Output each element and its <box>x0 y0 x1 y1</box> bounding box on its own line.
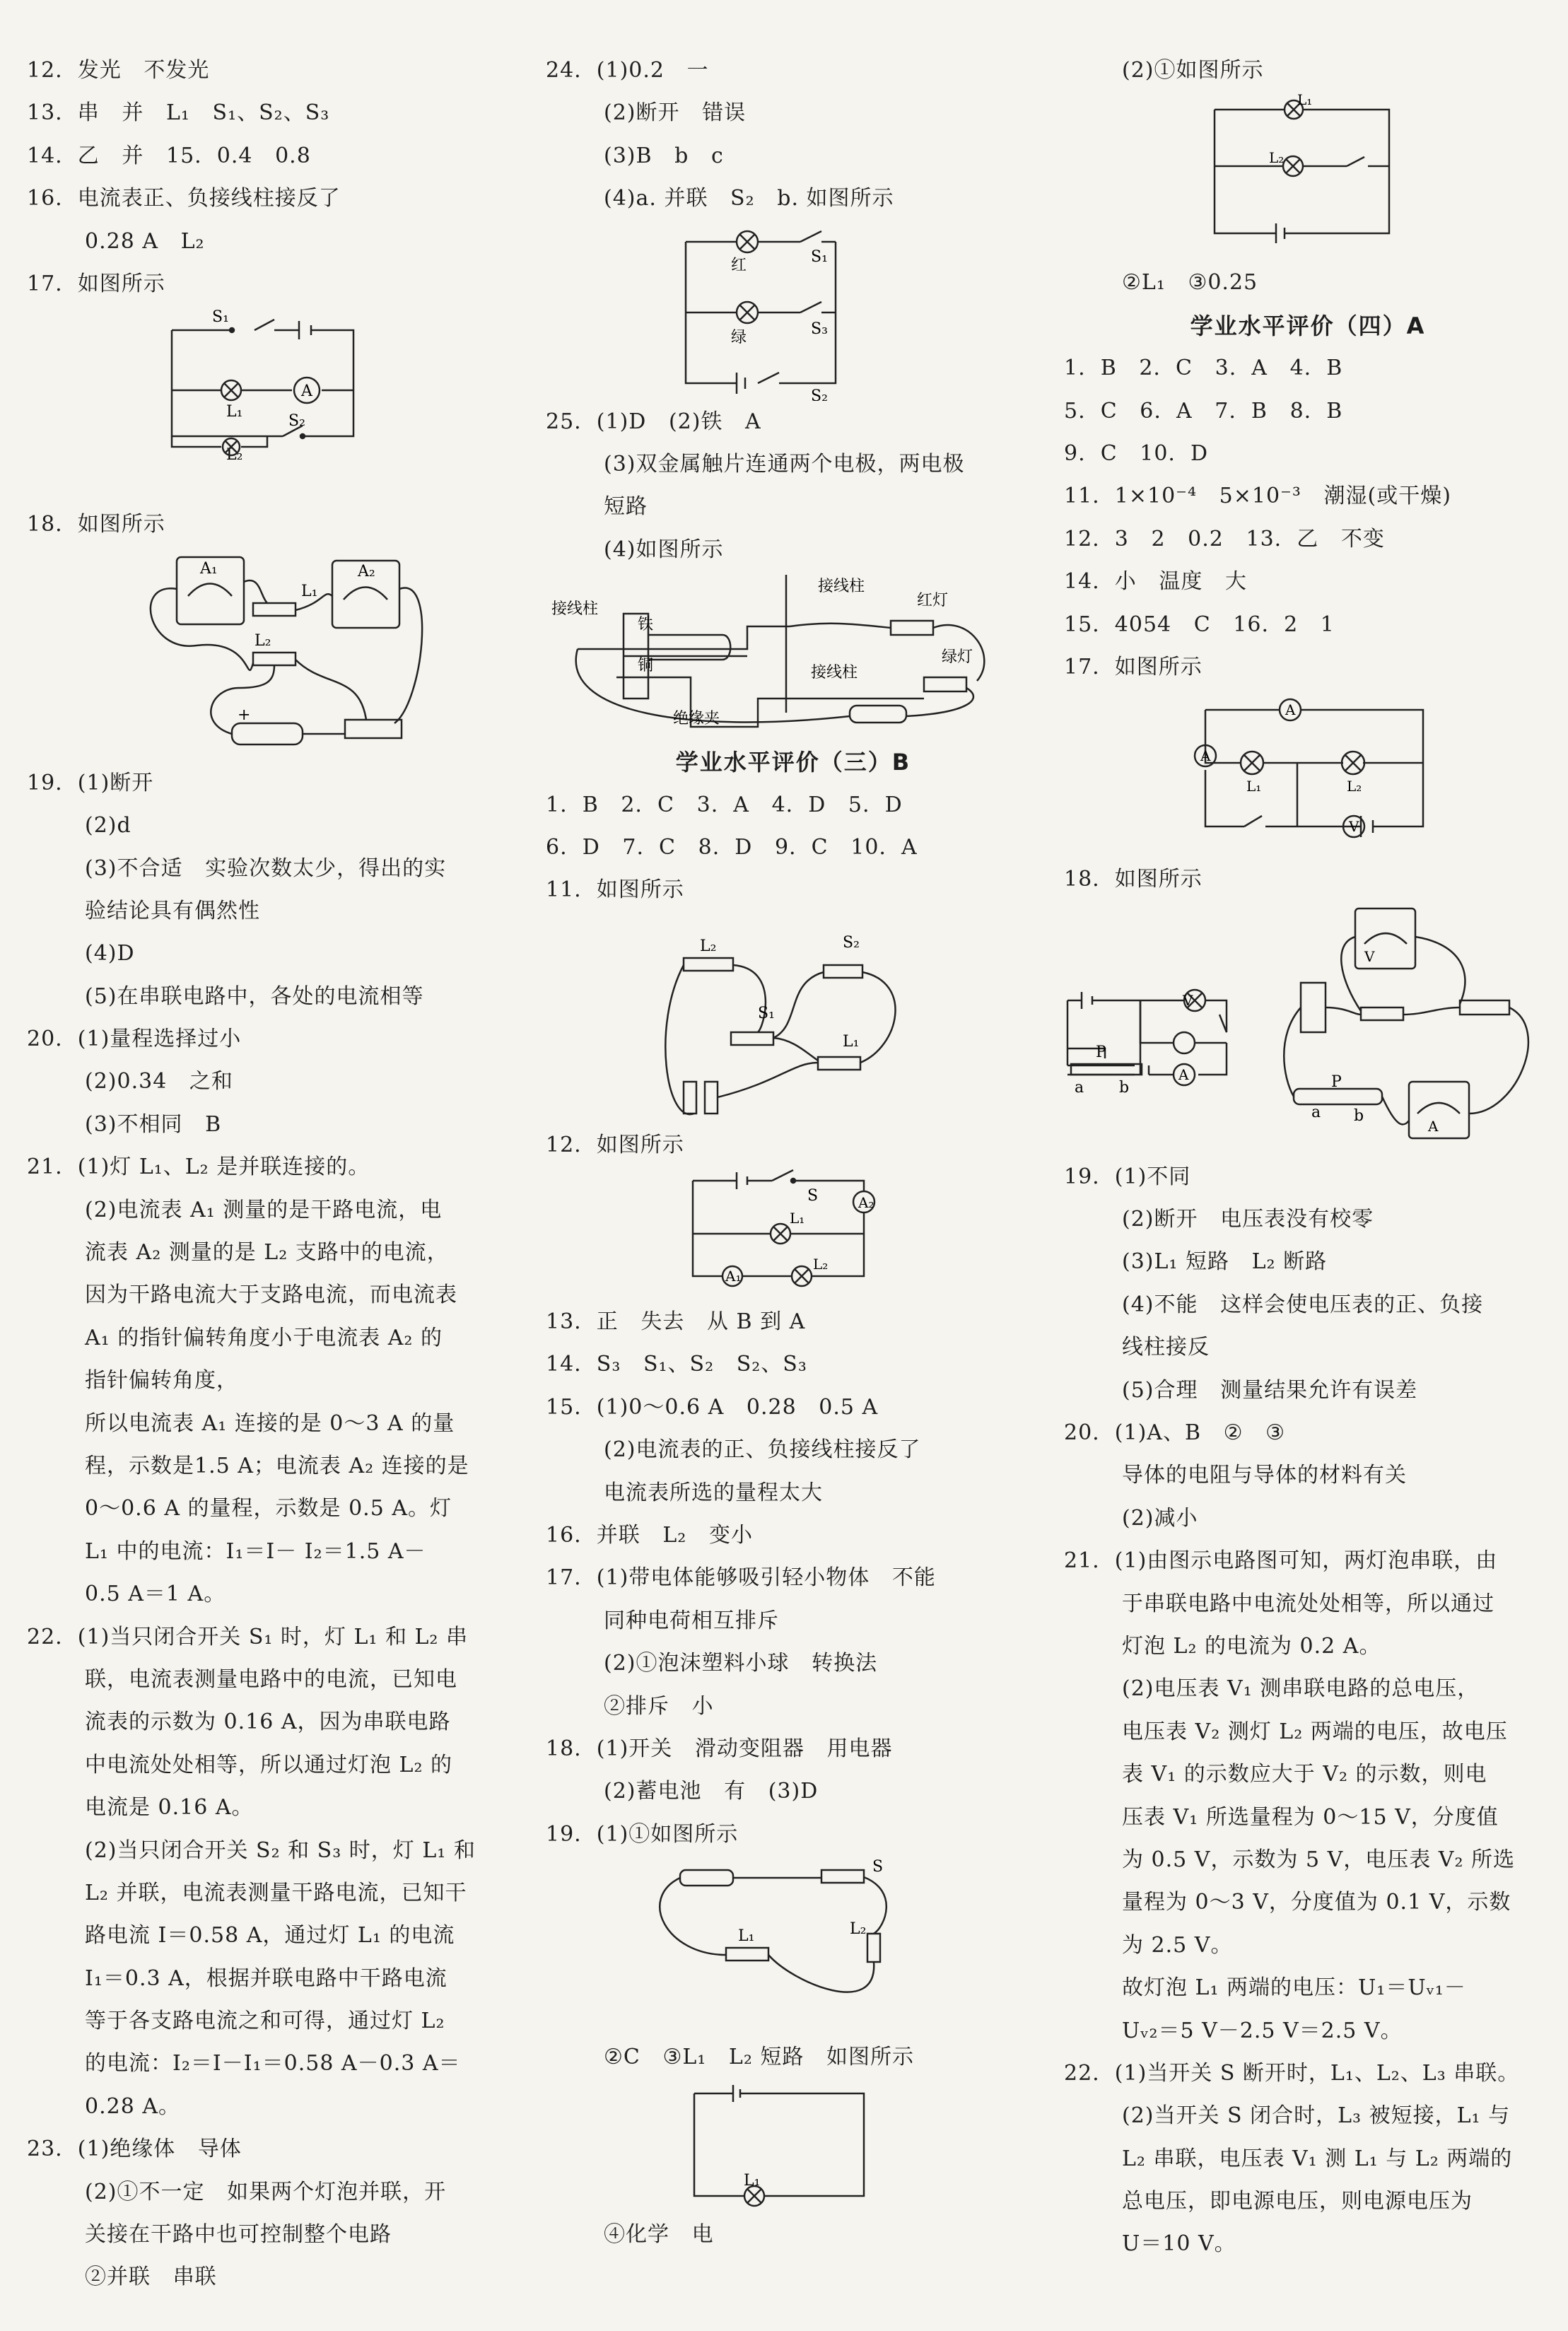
column-left <box>27 49 522 2299</box>
circuit-diagram-q19-3 <box>546 2079 1041 2214</box>
physical-circuit-q11 <box>546 912 1041 1124</box>
answer-line: (5)合理 测量结果允许有误差 <box>1122 1377 1418 1403</box>
answer-line: 路电流 I＝0.58 A，通过灯 L₁ 的电流 <box>85 1923 455 1949</box>
label-b: b <box>1119 1078 1130 1097</box>
answer-line: L₂ 并联，电流表测量干路电流，已知干 <box>85 1880 467 1905</box>
answer-line: (2)①如图所示 <box>1122 58 1264 83</box>
label-iron: 铁 <box>638 616 654 634</box>
label-terminal-left: 接线柱 <box>551 600 599 619</box>
label-P: P <box>1331 1073 1342 1091</box>
answer-line: (4)如图所示 <box>604 537 724 562</box>
answer-line: 19. (1)不同 <box>1064 1164 1191 1189</box>
answer-line: 24. (1)0.2 一 <box>546 58 709 83</box>
text-block <box>1064 262 1552 304</box>
physical-circuit-q18 <box>27 547 522 762</box>
section-heading: 学业水平评价（四）A <box>1190 312 1426 339</box>
answer-line: 13. 串 并 L₁ S₁、S₂、S₃ <box>27 100 330 126</box>
label-L1: L₁ <box>790 1210 805 1227</box>
label-L1: L₁ <box>226 403 243 421</box>
circuit-diagram-q19-2 <box>1064 92 1552 262</box>
label-S1: S₁ <box>811 247 828 266</box>
meter-label: A <box>1428 1117 1439 1135</box>
answer-line: 程，示数是1.5 A；电流表 A₂ 连接的是 <box>85 1453 469 1478</box>
answer-line: 14. 乙 并 15. 0.4 0.8 <box>27 143 311 168</box>
answer-line: 17. 如图所示 <box>27 271 165 296</box>
answer-line: 0.28 A。 <box>85 2093 180 2119</box>
answer-line: 0.28 A L₂ <box>85 228 205 254</box>
answer-line: Uᵥ₂＝5 V－2.5 V＝2.5 V。 <box>1122 2018 1403 2043</box>
answer-line: (2)减小 <box>1122 1505 1198 1531</box>
answer-line: (4)a. 并联 S₂ b. 如图所示 <box>604 186 894 211</box>
label-L1: L₁ <box>301 582 318 600</box>
answer-line: 20. (1)量程选择过小 <box>27 1027 242 1052</box>
answer-line: 指针偏转角度， <box>85 1368 238 1394</box>
answer-line: ④化学 电 <box>604 2221 714 2247</box>
answer-line: (2)断开 错误 <box>604 100 747 126</box>
answer-line: (5)在串联电路中，各处的电流相等 <box>85 983 424 1009</box>
answer-line: 关接在干路中也可控制整个电路 <box>85 2222 392 2248</box>
answer-line: 于串联电路中电流处处相等，所以通过 <box>1122 1591 1494 1616</box>
answer-line: ②C ③L₁ L₂ 短路 如图所示 <box>604 2045 915 2070</box>
answer-line: 18. 如图所示 <box>1064 867 1203 892</box>
answer-line: 9. C 10. D <box>1064 440 1209 466</box>
answer-line: (2)①泡沫塑料小球 转换法 <box>604 1651 878 1676</box>
ammeter-label: A <box>1178 1065 1189 1083</box>
answer-line: 线柱接反 <box>1122 1335 1210 1360</box>
answer-line: 19. (1)断开 <box>27 770 154 795</box>
answer-line: (2)电流表的正、负接线柱接反了 <box>604 1437 921 1463</box>
answer-line: 19. (1)①如图所示 <box>546 1821 739 1847</box>
answer-line: 25. (1)D (2)铁 A <box>546 409 761 434</box>
circuit-diagram-q17 <box>27 305 522 503</box>
answer-line: 15. (1)0～0.6 A 0.28 0.5 A <box>546 1394 879 1420</box>
label-red-lamp: 红灯 <box>917 592 949 610</box>
answer-line: 16. 并联 L₂ 变小 <box>546 1523 753 1548</box>
text-block <box>1064 49 1552 92</box>
answer-line: 1. B 2. C 3. A 4. D 5. D <box>546 792 903 817</box>
answer-line: 12. 发光 不发光 <box>27 58 210 83</box>
label-L1: L₁ <box>1246 778 1262 795</box>
answer-line: 验结论具有偶然性 <box>85 898 260 923</box>
answer-line: 流表 A₂ 测量的是 L₂ 支路中的电流， <box>85 1240 449 1266</box>
answer-line: 电流是 0.16 A。 <box>85 1795 254 1821</box>
answer-line: L₁ 中的电流：I₁＝I－ I₂＝1.5 A－ <box>85 1538 426 1564</box>
answer-line: 17. (1)带电体能够吸引轻小物体 不能 <box>546 1565 936 1591</box>
label-green-lamp: 绿灯 <box>942 648 973 667</box>
answer-line: 18. (1)开关 滑动变阻器 用电器 <box>546 1736 893 1761</box>
label-P: P <box>1096 1043 1106 1061</box>
ammeter-label: A <box>1285 701 1296 719</box>
label-A2: A₂ <box>358 562 375 580</box>
answer-line: 11. 如图所示 <box>546 877 684 903</box>
label-terminal-mid: 接线柱 <box>811 664 858 682</box>
text-block <box>27 762 522 2299</box>
answer-line: 21. (1)灯 L₁、L₂ 是并联连接的。 <box>27 1155 370 1180</box>
answer-line: 等于各支路电流之和可得，通过灯 L₂ <box>85 2009 445 2034</box>
answer-line: (2)当开关 S 闭合时，L₃ 被短接，L₁ 与 <box>1122 2103 1511 2129</box>
answer-line: 的电流：I₂＝I－I₁＝0.58 A－0.3 A＝ <box>85 2051 461 2076</box>
answer-line: L₂ 串联，电压表 V₁ 测 L₁ 与 L₂ 两端的 <box>1122 2146 1513 2171</box>
answer-line: 压表 V₁ 所选量程为 0～15 V，分度值 <box>1122 1804 1499 1830</box>
label-a: a <box>1075 1078 1084 1097</box>
text-block <box>546 2036 1041 2079</box>
label-L1: L₁ <box>843 1032 860 1051</box>
label-L1: L₁ <box>744 2171 761 2190</box>
label-S2: S₂ <box>843 933 860 952</box>
ammeter-label: A <box>301 382 312 401</box>
answer-line: (3)不相同 B <box>85 1111 222 1137</box>
text-block <box>27 503 522 546</box>
battery-plus: + <box>238 706 251 724</box>
answer-line: (4)D <box>85 941 135 966</box>
answer-line: (2)电压表 V₁ 测串联电路的总电压， <box>1122 1676 1480 1702</box>
label-S: S <box>807 1187 819 1205</box>
text-block <box>546 49 1041 221</box>
answer-line: 为 0.5 V，示数为 5 V，电压表 V₂ 所选 <box>1122 1847 1516 1872</box>
text-block <box>546 1301 1041 1856</box>
answer-line: 14. S₃ S₁、S₂ S₂、S₃ <box>546 1352 807 1377</box>
voltmeter-label: V <box>1349 818 1359 836</box>
ammeter-label: A <box>1200 747 1211 765</box>
label-S1: S₁ <box>758 1004 775 1022</box>
answer-line: (3)B b c <box>604 143 724 168</box>
label-L2: L₂ <box>1347 778 1362 795</box>
answer-line: U＝10 V。 <box>1122 2231 1236 2257</box>
answer-line: 短路 <box>604 494 648 520</box>
answer-line: ②并联 串联 <box>85 2265 217 2290</box>
answer-line: ②排斥 小 <box>604 1693 714 1719</box>
label-green: 绿 <box>731 328 747 346</box>
answer-line: 电压表 V₂ 测灯 L₂ 两端的电压，故电压 <box>1122 1719 1508 1744</box>
answer-line: 18. 如图所示 <box>27 512 165 537</box>
answer-line: I₁＝0.3 A，根据并联电路中干路电流 <box>85 1965 447 1991</box>
answer-line: 导体的电阻与导体的材料有关 <box>1122 1463 1407 1488</box>
answer-line: 16. 电流表正、负接线柱接反了 <box>27 186 341 211</box>
answer-line: (2)①不一定 如果两个灯泡并联，开 <box>85 2179 447 2204</box>
answer-line: 20. (1)A、B ② ③ <box>1064 1420 1285 1446</box>
circuit-diagram-q17-r <box>1064 689 1552 858</box>
label-L2: L₂ <box>254 631 271 650</box>
text-block <box>546 1124 1041 1167</box>
answer-line: 23. (1)绝缘体 导体 <box>27 2137 242 2162</box>
label-L2: L₂ <box>226 446 243 465</box>
label-L2: L₂ <box>700 937 717 955</box>
answer-line: (4)不能 这样会使电压表的正、负接 <box>1122 1292 1484 1317</box>
answer-line: 12. 如图所示 <box>546 1132 684 1157</box>
answer-line: 灯泡 L₂ 的电流为 0.2 A。 <box>1122 1633 1381 1659</box>
section-heading: 学业水平评价（三）B <box>675 749 911 776</box>
answer-line: 13. 正 失去 从 B 到 A <box>546 1309 806 1335</box>
label-S1: S₁ <box>212 308 229 327</box>
text-block <box>546 2214 1041 2256</box>
answer-line: 同种电荷相互排斥 <box>604 1608 779 1633</box>
answer-line: (2)蓄电池 有 (3)D <box>604 1779 819 1804</box>
answer-line: (3)L₁ 短路 L₂ 断路 <box>1122 1249 1328 1275</box>
physical-circuit-q19 <box>546 1856 1041 2036</box>
answer-line: 因为干路电流大于支路电流，而电流表 <box>85 1283 457 1308</box>
column-right <box>1064 49 1552 2266</box>
label-a: a <box>1311 1103 1321 1121</box>
answer-line: 22. (1)当只闭合开关 S₁ 时，灯 L₁ 和 L₂ 串 <box>27 1624 468 1649</box>
answer-line: 联，电流表测量电路中的电流，已知电 <box>85 1666 457 1692</box>
answer-line: 14. 小 温度 大 <box>1064 569 1247 595</box>
label-L1: L₁ <box>1297 92 1313 109</box>
column-middle <box>546 49 1041 2256</box>
label-A2: A₂ <box>858 1194 874 1212</box>
answer-line: 17. 如图所示 <box>1064 654 1203 679</box>
text-block <box>1064 858 1552 901</box>
label-terminal-top: 接线柱 <box>818 578 865 596</box>
answer-line: (2)电流表 A₁ 测量的是干路电流，电 <box>85 1197 443 1222</box>
answer-line: 1. B 2. C 3. A 4. B <box>1064 356 1343 381</box>
answer-line: ②L₁ ③0.25 <box>1122 270 1258 296</box>
label-red: 红 <box>731 256 747 274</box>
answer-line: 12. 3 2 0.2 13. 乙 不变 <box>1064 526 1385 551</box>
text-block <box>27 49 522 305</box>
answer-line: (3)双金属触片连通两个电极，两电极 <box>604 451 965 477</box>
label-insulator: 绝缘夹 <box>673 710 720 728</box>
answer-line: 流表的示数为 0.16 A，因为串联电路 <box>85 1710 451 1735</box>
answer-line: 电流表所选的量程太大 <box>604 1480 823 1505</box>
label-L2: L₂ <box>850 1920 867 1939</box>
meter-label: V <box>1364 947 1375 965</box>
label-S2: S₂ <box>288 412 305 431</box>
answer-line: (2)0.34 之和 <box>85 1069 233 1094</box>
answer-line: 21. (1)由图示电路图可知，两灯泡串联，由 <box>1064 1548 1498 1574</box>
text-block <box>1064 347 1552 689</box>
answer-line: 表 V₁ 的示数应大于 V₂ 的示数，则电 <box>1122 1762 1487 1787</box>
answer-line: 故灯泡 L₁ 两端的电压：U₁＝Uᵥ₁－ <box>1122 1975 1466 2001</box>
alarm-apparatus-q25 <box>546 571 1041 741</box>
answer-line: (3)不合适 实验次数太少，得出的实 <box>85 855 447 881</box>
answer-line: A₁ 的指针偏转角度小于电流表 A₂ 的 <box>85 1325 443 1350</box>
answer-line: 总电压，即电源电压，则电源电压为 <box>1122 2189 1473 2214</box>
label-b: b <box>1354 1106 1364 1125</box>
circuit-and-apparatus-q18 <box>1064 901 1552 1156</box>
label-A1: A₁ <box>725 1268 742 1285</box>
answer-line: 22. (1)当开关 S 断开时，L₁、L₂、L₃ 串联。 <box>1064 2060 1520 2086</box>
circuit-diagram-q24 <box>546 221 1041 401</box>
answer-line: 中电流处处相等，所以通过灯泡 L₂ 的 <box>85 1752 453 1777</box>
text-block <box>546 401 1041 572</box>
label-L2: L₂ <box>1269 149 1285 167</box>
answer-line: 量程为 0～3 V，分度值为 0.1 V，示数 <box>1122 1890 1511 1915</box>
label-A1: A₁ <box>200 559 218 578</box>
label-L2: L₂ <box>813 1256 829 1273</box>
label-L1: L₁ <box>738 1927 755 1946</box>
label-S3: S₃ <box>811 320 828 338</box>
answer-line: 15. 4054 C 16. 2 1 <box>1064 612 1335 637</box>
answer-line: 为 2.5 V。 <box>1122 1932 1233 1958</box>
answer-line: 0～0.6 A 的量程，示数是 0.5 A。灯 <box>85 1496 452 1521</box>
circuit-diagram-q12 <box>546 1167 1041 1301</box>
answer-line: 6. D 7. C 8. D 9. C 10. A <box>546 834 918 860</box>
answer-line: 11. 1×10⁻⁴ 5×10⁻³ 潮湿(或干燥) <box>1064 484 1451 509</box>
answer-line: 5. C 6. A 7. B 8. B <box>1064 398 1343 423</box>
label-copper: 铜 <box>638 657 654 675</box>
label-S: S <box>872 1858 884 1876</box>
answer-line: (2)当只闭合开关 S₂ 和 S₃ 时，灯 L₁ 和 <box>85 1838 476 1863</box>
text-block <box>1064 1156 1552 2266</box>
answer-line: 0.5 A＝1 A。 <box>85 1582 226 1607</box>
answer-line: (2)断开 电压表没有校零 <box>1122 1207 1374 1232</box>
label-S2: S₂ <box>811 387 828 401</box>
answer-line: (2)d <box>85 813 131 839</box>
voltmeter-label: V <box>1183 991 1193 1009</box>
text-block <box>546 784 1041 912</box>
answer-line: 所以电流表 A₁ 连接的是 0～3 A 的量 <box>85 1410 455 1436</box>
